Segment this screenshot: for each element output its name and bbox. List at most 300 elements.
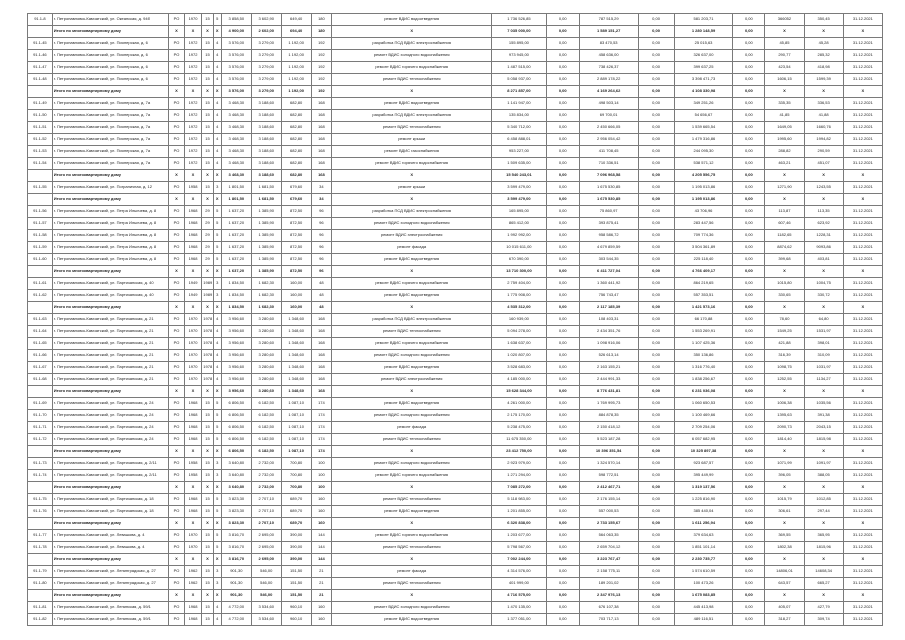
table-cell: 96 (311, 266, 332, 278)
table-cell: 694,40 (281, 26, 311, 38)
table-total-row (28, 446, 883, 458)
table-cell: ремонт крыши (332, 182, 492, 194)
table-cell: 0,00 (546, 458, 579, 470)
table-cell: 2 956 054,42 (579, 134, 638, 146)
table-cell: 0,00 (546, 230, 579, 242)
table-cell: 1978 (202, 326, 213, 338)
table-cell: 108 403,31 (579, 314, 638, 326)
table-cell: 0,00 (546, 554, 579, 566)
table-cell: 0,00 (546, 614, 579, 626)
table-cell: г. Петропавловск-Камчатский, ул. Партизанская, д. 24 (52, 434, 169, 446)
table-cell: X (765, 518, 804, 530)
table-cell: 45,85 (765, 38, 804, 50)
table-cell: X (202, 86, 213, 98)
table-cell: 174 (311, 398, 332, 410)
table-cell: 31.12.2021 (843, 458, 882, 470)
table-cell: 91.1-76 (28, 506, 53, 518)
table-cell: X (169, 446, 184, 458)
table-cell: 3 640,80 (221, 482, 251, 494)
table-cell: 0,00 (638, 578, 674, 590)
table-cell: 0,00 (546, 38, 579, 50)
table-cell: 0,00 (546, 530, 579, 542)
table-cell: 48 (311, 278, 332, 290)
table-cell: Итого по многоквартирному дому (52, 518, 169, 530)
table-cell: 4 (213, 146, 221, 158)
table-cell: 0,00 (638, 386, 674, 398)
table-cell: 0,00 (638, 38, 674, 50)
table-cell: 665,27 (804, 578, 843, 590)
table-total-row (28, 482, 883, 494)
table-cell: 0,00 (638, 110, 674, 122)
table-cell: X (202, 554, 213, 566)
table-cell: 4 772,00 (221, 602, 251, 614)
table-cell: 15 (202, 50, 213, 62)
table-cell: 165 895,00 (492, 206, 547, 218)
table-cell: г. Петропавловск-Камчатский, ул. Партизанская, д. 24 (52, 410, 169, 422)
table-cell: 2 923 979,00 (492, 458, 547, 470)
table-cell: 31.12.2021 (843, 290, 882, 302)
table-cell: 91.1-49 (28, 98, 53, 110)
table-cell: 189 201,02 (579, 578, 638, 590)
table-cell: 0,00 (546, 434, 579, 446)
table-cell: X (202, 518, 213, 530)
table-cell: X (765, 446, 804, 458)
table-cell: 649,40 (281, 14, 311, 26)
table-cell: 1968 (184, 422, 202, 434)
table-cell: 623,92 (804, 218, 843, 230)
table-cell: X (169, 302, 184, 314)
table-cell: 3 280,60 (251, 386, 281, 398)
table-cell: X (184, 266, 202, 278)
table-cell: 1995,60 (765, 134, 804, 146)
table-cell: 0,00 (546, 50, 579, 62)
table-cell: 0,00 (733, 98, 765, 110)
table-cell: 546,00 (251, 578, 281, 590)
table-cell: 1978 (202, 350, 213, 362)
table-cell: X (843, 170, 882, 182)
table-cell: 96 (311, 242, 332, 254)
table-cell: 48 (311, 290, 332, 302)
table-cell: 1228,31 (804, 230, 843, 242)
table-cell: 0,00 (733, 74, 765, 86)
table-cell: 8874,62 (765, 242, 804, 254)
table-cell: 379 634,63 (674, 530, 733, 542)
table-cell: 2 602,00 (251, 26, 281, 38)
table-cell: 31.12.2021 (843, 422, 882, 434)
table-cell: 91.1-55 (28, 182, 53, 194)
table-cell: 31.12.2021 (843, 614, 882, 626)
table-cell: 91.1-61 (28, 278, 53, 290)
table-cell: 4 261 000,00 (492, 398, 547, 410)
table-cell: 1 087,10 (281, 422, 311, 434)
table-cell: 15 (202, 470, 213, 482)
table-cell: 6 806,50 (221, 422, 251, 434)
table-cell: 2 732,00 (251, 470, 281, 482)
table-cell: 7 085 272,00 (492, 482, 547, 494)
table-cell: 0,00 (733, 470, 765, 482)
table-cell: 1 348,60 (281, 326, 311, 338)
table-cell: 1815,96 (804, 542, 843, 554)
table-cell: X (765, 86, 804, 98)
table-cell: РО (169, 110, 184, 122)
table-cell: ремонт ВДИС холодного водоснабжения (332, 458, 492, 470)
table-cell: 6 182,50 (251, 398, 281, 410)
table-cell: 15 (202, 566, 213, 578)
table-cell: 0,00 (638, 290, 674, 302)
table-cell: 1 203 677,00 (492, 530, 547, 542)
table-cell: 4 (213, 110, 221, 122)
table-cell (28, 518, 53, 530)
table-cell: 682,80 (281, 98, 311, 110)
table-cell: ремонт ВДИС холодного водоснабжения (332, 410, 492, 422)
table-cell: 1 637,20 (221, 254, 251, 266)
table-cell: 0,00 (733, 374, 765, 386)
table-cell: РО (169, 134, 184, 146)
table-cell: 1 348,60 (281, 386, 311, 398)
table-cell: 872,50 (281, 218, 311, 230)
table-cell: г. Петропавловск-Камчатский, ул. Партизанская, д. 21 (52, 350, 169, 362)
table-cell: 15 (202, 614, 213, 626)
table-cell: 0,00 (546, 14, 579, 26)
table-cell: 6 806,50 (221, 446, 251, 458)
table-cell: 100 (311, 470, 332, 482)
table-cell: г. Петропавловск-Камчатский, ул. Пионерская, д. 7а (52, 122, 169, 134)
table-cell: 31.12.2021 (843, 398, 882, 410)
table-cell: X (843, 518, 882, 530)
table-cell: Итого по многоквартирному дому (52, 386, 169, 398)
table-cell: X (184, 590, 202, 602)
table-cell: 15 (202, 74, 213, 86)
table-cell: 15 (202, 158, 213, 170)
table-cell: 168 (311, 134, 332, 146)
table-cell: 369,55 (765, 530, 804, 542)
table-cell: 160,00 (281, 302, 311, 314)
table-cell: 1071,99 (765, 458, 804, 470)
table-cell: 1 637,20 (221, 218, 251, 230)
table-cell: 0,00 (638, 50, 674, 62)
table-cell: 0,00 (733, 38, 765, 50)
table-cell: 48 (311, 302, 332, 314)
table-cell: 2 709 254,06 (674, 422, 733, 434)
table-cell: 91.1-8 (28, 14, 53, 26)
table-cell: 3 468,30 (221, 122, 251, 134)
table-row (28, 530, 883, 542)
table-cell: 689,70 (281, 518, 311, 530)
table-row (28, 50, 883, 62)
table-cell: 15 (202, 602, 213, 614)
table-cell: 1 479 316,86 (674, 134, 733, 146)
table-cell: 6 320 838,00 (492, 518, 547, 530)
table-cell: 2 695,00 (251, 542, 281, 554)
table-cell: 0,00 (733, 86, 765, 98)
table-cell: 1 834,50 (221, 290, 251, 302)
table-cell: 318,27 (765, 614, 804, 626)
table-cell (28, 386, 53, 398)
table-cell: 91.1-71 (28, 422, 53, 434)
table-cell: 4 (213, 350, 221, 362)
table-cell: 1015,79 (765, 494, 804, 506)
table-cell: 3 528 683,00 (492, 362, 547, 374)
table-cell: 1 682,30 (251, 302, 281, 314)
table-cell: 1978 (202, 314, 213, 326)
table-cell: 3 280,60 (251, 338, 281, 350)
table-cell: 1970 (184, 542, 202, 554)
table-cell: Итого по многоквартирному дому (52, 590, 169, 602)
table-cell: X (332, 266, 492, 278)
table-row (28, 398, 883, 410)
table-cell: 168 (311, 98, 332, 110)
table-cell: 91.1-66 (28, 350, 53, 362)
table-cell: ремонт ВДИС теплоснабжения (332, 434, 492, 446)
table-cell: 0,00 (546, 122, 579, 134)
table-cell: X (169, 386, 184, 398)
table-cell: X (213, 482, 221, 494)
table-cell: X (213, 86, 221, 98)
table-cell: 0,00 (638, 554, 674, 566)
table-cell: 1015,80 (765, 278, 804, 290)
table-cell: 0,00 (546, 446, 579, 458)
table-cell: 1968 (184, 242, 202, 254)
table-cell: 168 (311, 386, 332, 398)
table-cell: ремонт ВДИС теплоснабжения (332, 74, 492, 86)
table-row (28, 374, 883, 386)
table-cell: г. Петропавловск-Камчатский, ул. Ленинская, д. 59/1 (52, 614, 169, 626)
table-cell: 326 637,00 (674, 50, 733, 62)
table-cell: ремонт фасада (332, 422, 492, 434)
table-cell: X (332, 482, 492, 494)
table-cell: 5 118 983,00 (492, 494, 547, 506)
table-cell: 0,00 (733, 26, 765, 38)
table-cell: 3 956,60 (221, 326, 251, 338)
table-cell: г. Петропавловск-Камчатский, ул. Пионерская, д. 7а (52, 134, 169, 146)
table-cell: 498 503,14 (579, 98, 638, 110)
table-cell: 31.12.2021 (843, 242, 882, 254)
table-cell: ремонт ВДИС холодного водоснабжения (332, 350, 492, 362)
table-cell: ремонт ВДИС водоотведения (332, 362, 492, 374)
table-cell: 1 195 013,86 (674, 194, 733, 206)
table-cell: 174 (311, 446, 332, 458)
table-cell: 66 170,88 (674, 314, 733, 326)
table-cell: 29 (202, 230, 213, 242)
table-cell: 0,00 (546, 326, 579, 338)
table-cell: 0,00 (546, 170, 579, 182)
table-cell: 192 (311, 38, 332, 50)
table-cell: 306,61 (765, 506, 804, 518)
table-cell: 0,00 (733, 230, 765, 242)
table-cell: 0,00 (638, 122, 674, 134)
table-cell: 923 687,57 (674, 458, 733, 470)
table-cell: ремонт ВДИС электроснабжения (332, 374, 492, 386)
table-cell: X (169, 590, 184, 602)
table-cell: РО (169, 506, 184, 518)
table-cell: г. Петропавловск-Камчатский, ул. Партизанская, д. 21 (52, 314, 169, 326)
table-cell: X (804, 386, 843, 398)
table-cell: 390,00 (281, 530, 311, 542)
table-cell: X (184, 170, 202, 182)
table-cell: 427,79 (804, 602, 843, 614)
table-cell: 1182,65 (765, 230, 804, 242)
table-cell: разработка ПСД ВДИС электроснабжения (332, 314, 492, 326)
table-cell: X (202, 26, 213, 38)
table-cell: 6 411 727,04 (579, 266, 638, 278)
table-cell: 546,00 (251, 566, 281, 578)
table-cell: 0,00 (638, 218, 674, 230)
table-cell: 1 682,30 (251, 290, 281, 302)
table-cell: 336,53 (804, 98, 843, 110)
table-cell: 0,00 (733, 458, 765, 470)
table-cell: 91.1-67 (28, 362, 53, 374)
table-cell: 1972 (184, 158, 202, 170)
table-cell: 1970 (184, 314, 202, 326)
table-cell: 3 956,60 (221, 314, 251, 326)
table-cell: 4 716 575,00 (492, 590, 547, 602)
table-cell: 31.12.2021 (843, 230, 882, 242)
table-cell: 0,00 (638, 458, 674, 470)
table-cell: 3 534,60 (251, 602, 281, 614)
table-cell: 6 806,50 (221, 398, 251, 410)
table-cell: 1958 (184, 470, 202, 482)
table-cell: 1549,25 (765, 326, 804, 338)
table-cell: 5 238 475,00 (492, 422, 547, 434)
table-cell: 31.12.2021 (843, 182, 882, 194)
table-cell: 1 675 530,85 (579, 194, 638, 206)
table-cell: 168 (311, 326, 332, 338)
table-cell: 180 (311, 14, 332, 26)
table-cell: 1 107 425,36 (674, 338, 733, 350)
table-cell: 1972 (184, 50, 202, 62)
table-cell: 1 553 269,91 (674, 326, 733, 338)
table-cell: 29 (202, 218, 213, 230)
table-cell: 3 (213, 290, 221, 302)
table-cell: 0,00 (638, 278, 674, 290)
table-cell: г. Петропавловск-Камчатский, ул. Левашова, д. 4 (52, 542, 169, 554)
table-cell (28, 266, 53, 278)
table-cell: 1 087,10 (281, 434, 311, 446)
table-cell: 0,00 (733, 62, 765, 74)
table-cell: 0,00 (638, 506, 674, 518)
table-cell: 3 468,30 (221, 170, 251, 182)
table-cell: 91.1-73 (28, 458, 53, 470)
table-cell: X (332, 302, 492, 314)
table-cell (28, 482, 53, 494)
table-cell: 865 412,00 (492, 218, 547, 230)
table-cell: 2 732,00 (251, 482, 281, 494)
table-cell: 1958 (184, 182, 202, 194)
table-cell: 3 188,60 (251, 98, 281, 110)
table-cell: 1968 (184, 506, 202, 518)
table-cell: 91.1-60 (28, 254, 53, 266)
table-cell: 2 695,00 (251, 554, 281, 566)
table-cell: 0,00 (733, 386, 765, 398)
table-cell: 0,00 (546, 362, 579, 374)
table-cell: 100 (311, 482, 332, 494)
table-cell: 31.12.2021 (843, 470, 882, 482)
table-cell: Итого по многоквартирному дому (52, 194, 169, 206)
table-cell: 41,85 (765, 110, 804, 122)
table-cell: г. Петропавловск-Камчатский, ул. Пионерская, д. 6 (52, 62, 169, 74)
table-cell: 3 504 361,89 (674, 242, 733, 254)
table-row (28, 158, 883, 170)
table-cell: г. Петропавловск-Камчатский, ул. Партизанская, д. 21 (52, 338, 169, 350)
table-cell: 174 (311, 434, 332, 446)
table-cell: 0,00 (733, 482, 765, 494)
table-total-row (28, 194, 883, 206)
table-cell: X (202, 386, 213, 398)
table-cell: 0,00 (638, 362, 674, 374)
table-cell: 5 (213, 206, 221, 218)
table-cell: РО (169, 158, 184, 170)
table-cell: 0,00 (638, 410, 674, 422)
table-cell: 1 087,10 (281, 410, 311, 422)
table-cell: 1 087,10 (281, 446, 311, 458)
table-cell: 0,00 (733, 506, 765, 518)
table-cell (28, 194, 53, 206)
table-cell: 3 (213, 578, 221, 590)
table-cell: 0,00 (546, 590, 579, 602)
table-cell: 1012,85 (804, 494, 843, 506)
table-cell: 6 231 036,08 (674, 386, 733, 398)
table-cell: 0,00 (638, 266, 674, 278)
table-cell: 5 094 278,00 (492, 326, 547, 338)
table-cell: 1 098 916,06 (579, 338, 638, 350)
table-cell: 7 035 000,00 (492, 26, 547, 38)
table-cell: 31.12.2021 (843, 434, 882, 446)
table-cell: 31.12.2021 (843, 74, 882, 86)
table-cell: 872,50 (281, 206, 311, 218)
table-cell: 0,00 (638, 98, 674, 110)
table-row (28, 434, 883, 446)
table-cell: 1 675 530,85 (579, 182, 638, 194)
table-cell: 526 613,14 (579, 350, 638, 362)
table-cell: 1 834,50 (221, 278, 251, 290)
table-row (28, 242, 883, 254)
table-cell: X (169, 266, 184, 278)
table-cell: 1972 (184, 74, 202, 86)
table-cell: 0,00 (638, 422, 674, 434)
table-cell: 0,00 (638, 62, 674, 74)
table-cell: ремонт фасада (332, 242, 492, 254)
table-cell: 1962 (184, 578, 202, 590)
table-cell: X (843, 386, 882, 398)
table-cell: г. Петропавловск-Камчатский, ул. Петра Ильичева, д. 8 (52, 230, 169, 242)
table-cell: 2 176 155,14 (579, 494, 638, 506)
table-cell: РО (169, 278, 184, 290)
table-cell: 0,00 (733, 146, 765, 158)
table-cell: 3 823,30 (221, 506, 251, 518)
table-cell: 1004,75 (804, 278, 843, 290)
table-cell: 96 (311, 254, 332, 266)
table-cell: 31.12.2021 (843, 122, 882, 134)
table-cell: 1 637,20 (221, 266, 251, 278)
table-cell: 91.1-63 (28, 314, 53, 326)
table-cell: 91.1-50 (28, 110, 53, 122)
table-cell: 682,80 (281, 110, 311, 122)
table-cell: X (843, 590, 882, 602)
table-cell: X (202, 482, 213, 494)
table-cell: 96 (311, 218, 332, 230)
table-cell: 679,60 (281, 182, 311, 194)
table-cell: 418,98 (804, 62, 843, 74)
table-cell: 2 158 775,11 (579, 566, 638, 578)
table-cell: 5 (213, 398, 221, 410)
table-cell: 6 182,50 (251, 422, 281, 434)
table-cell: 0,00 (638, 158, 674, 170)
table-cell: X (332, 446, 492, 458)
table-cell: 31.12.2021 (843, 50, 882, 62)
table-cell: 2 434 351,76 (579, 326, 638, 338)
table-cell: 1 348,60 (281, 350, 311, 362)
table-cell: 91.1-77 (28, 530, 53, 542)
